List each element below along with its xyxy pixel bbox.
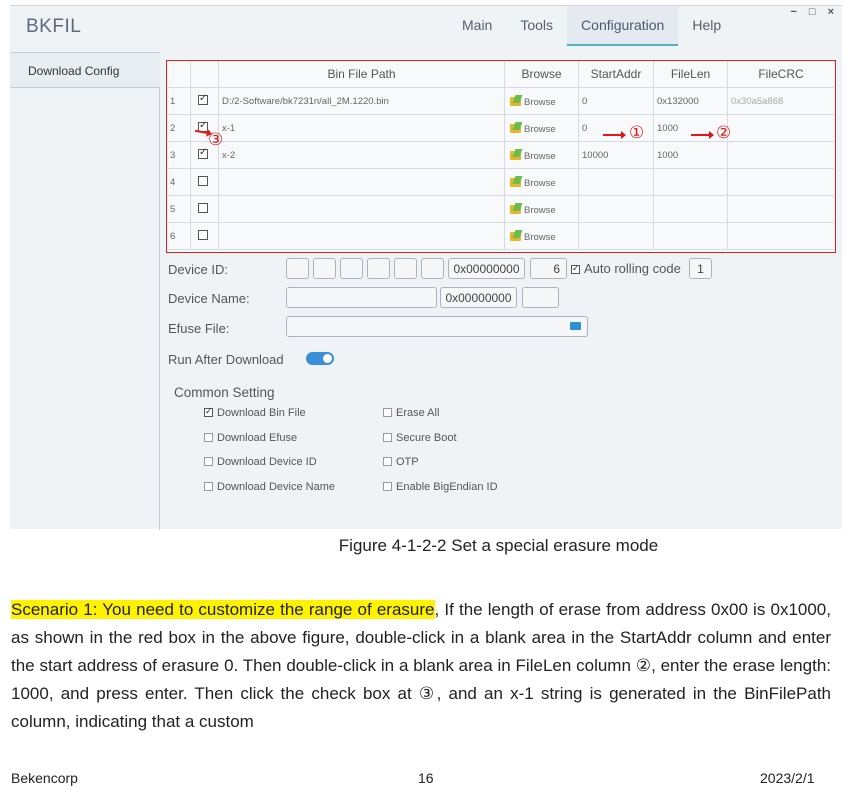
figure-caption: Figure 4-1-2-2 Set a special erasure mode bbox=[338, 536, 659, 555]
browse-button-label: Browse bbox=[524, 232, 556, 243]
file-len-cell[interactable] bbox=[654, 196, 728, 223]
app-brand: BKFIL bbox=[26, 16, 82, 37]
bin-file-path-cell[interactable]: D:/2-Software/bk7231n/all_2M.1220.bin bbox=[219, 88, 505, 115]
option-checkbox[interactable] bbox=[204, 481, 335, 493]
efuse-file-label: Efuse File: bbox=[168, 321, 230, 336]
option-label: Secure Boot bbox=[396, 431, 457, 444]
option-label: Download Efuse bbox=[217, 431, 298, 444]
checkbox-icon bbox=[383, 482, 392, 491]
menu-help[interactable]: Help bbox=[692, 17, 722, 33]
folder-icon bbox=[510, 232, 521, 241]
file-len-cell[interactable] bbox=[654, 223, 728, 250]
device-name-field[interactable] bbox=[286, 287, 437, 308]
bin-file-path-cell[interactable] bbox=[219, 223, 505, 250]
start-addr-cell[interactable] bbox=[579, 223, 654, 250]
option-checkbox[interactable] bbox=[383, 407, 439, 419]
row-checkbox[interactable] bbox=[198, 95, 208, 105]
folder-icon bbox=[510, 151, 521, 160]
bin-file-path-cell[interactable]: x-2 bbox=[219, 142, 505, 169]
header-browse: Browse bbox=[505, 61, 579, 88]
option-label: OTP bbox=[396, 456, 419, 468]
footer-date: 2023/2/1 bbox=[760, 770, 815, 786]
annotation-1: ① bbox=[629, 123, 645, 142]
table-row bbox=[167, 196, 834, 223]
device-name-value-field[interactable]: 0x00000000 bbox=[440, 287, 517, 308]
maximize-icon[interactable]: □ bbox=[808, 6, 816, 18]
start-addr-cell[interactable]: 10000 bbox=[579, 142, 654, 169]
browse-button-label: Browse bbox=[524, 97, 556, 108]
app-screenshot bbox=[10, 5, 842, 529]
start-addr-cell[interactable]: 0 bbox=[579, 88, 654, 115]
file-len-cell[interactable] bbox=[654, 169, 728, 196]
row-index: 4 bbox=[167, 169, 191, 196]
file-crc-cell bbox=[728, 169, 834, 196]
auto-rolling-label: Auto rolling code bbox=[584, 261, 681, 276]
row-index: 3 bbox=[167, 142, 191, 169]
bin-file-path-cell[interactable]: x-1 bbox=[219, 115, 505, 142]
device-id-byte-1[interactable] bbox=[286, 258, 309, 279]
arrow-icon bbox=[691, 134, 711, 136]
browse-button-label: Browse bbox=[524, 151, 556, 162]
checkbox-icon bbox=[204, 482, 213, 491]
table-row bbox=[167, 169, 834, 196]
file-len-cell[interactable]: 0x132000 bbox=[654, 88, 728, 115]
checkbox-icon bbox=[383, 457, 392, 466]
header-file-len: FileLen bbox=[654, 61, 728, 88]
device-id-byte-2[interactable] bbox=[313, 258, 336, 279]
row-checkbox-cell bbox=[191, 169, 219, 196]
menu-main[interactable]: Main bbox=[462, 17, 493, 33]
body-paragraph bbox=[11, 596, 831, 736]
checkbox-icon bbox=[383, 408, 392, 417]
option-checkbox[interactable] bbox=[383, 481, 498, 493]
folder-icon bbox=[510, 124, 521, 133]
file-crc-cell bbox=[728, 115, 834, 142]
checkbox-icon bbox=[383, 433, 392, 442]
bin-file-path-cell[interactable] bbox=[219, 196, 505, 223]
checkbox-icon bbox=[204, 433, 213, 442]
row-checkbox[interactable] bbox=[198, 176, 208, 186]
option-checkbox[interactable] bbox=[204, 407, 306, 419]
start-addr-cell[interactable] bbox=[579, 169, 654, 196]
row-index: 1 bbox=[167, 88, 191, 115]
bin-file-table bbox=[166, 60, 836, 253]
menu-tools[interactable]: Tools bbox=[520, 17, 554, 33]
browse-cell[interactable] bbox=[505, 88, 579, 115]
checkbox-icon bbox=[204, 457, 213, 466]
device-name-length-field[interactable] bbox=[522, 287, 559, 308]
row-index: 5 bbox=[167, 196, 191, 223]
auto-rolling-field[interactable]: 1 bbox=[689, 258, 712, 279]
row-checkbox-cell bbox=[191, 196, 219, 223]
browse-cell[interactable] bbox=[505, 142, 579, 169]
footer-page-number: 16 bbox=[418, 770, 434, 786]
option-label: Erase All bbox=[396, 407, 440, 419]
device-name-label: Device Name: bbox=[168, 291, 250, 306]
header-check bbox=[191, 61, 219, 88]
device-id-length-field[interactable]: 6 bbox=[530, 258, 567, 279]
close-icon[interactable]: × bbox=[827, 6, 834, 18]
auto-rolling-checkbox[interactable] bbox=[571, 261, 681, 276]
option-label: Download Device Name bbox=[217, 480, 335, 493]
browse-cell[interactable] bbox=[505, 223, 579, 250]
device-id-value-field[interactable]: 0x00000000 bbox=[448, 258, 525, 279]
paragraph-text: , If the length of erase from address 0x00 is 0x1000, as shown in the red box in the above figure, double-click in a blank area in the StartAddr column and enter the start address of erasure 0. Then double-click in a blank area in FileLen column ②, enter the erase length: 1000, and press enter. Then click the check box at ③, and an x-1 string is generated in the BinFilePath column, indicating that a custom bbox=[11, 600, 831, 731]
folder-icon bbox=[510, 178, 521, 187]
row-checkbox-cell bbox=[191, 88, 219, 115]
file-len-cell[interactable]: 1000 bbox=[654, 142, 728, 169]
file-crc-cell bbox=[728, 142, 834, 169]
option-checkbox[interactable] bbox=[204, 432, 297, 444]
header-file-crc: FileCRC bbox=[758, 67, 804, 81]
file-crc-cell bbox=[728, 196, 834, 223]
annotation-2: ② bbox=[716, 123, 732, 142]
checkbox-icon bbox=[204, 408, 213, 417]
folder-icon[interactable] bbox=[570, 322, 581, 330]
start-addr-cell[interactable] bbox=[579, 196, 654, 223]
table-row bbox=[167, 142, 834, 169]
table-row bbox=[167, 115, 834, 142]
row-checkbox-cell bbox=[191, 223, 219, 250]
arrow-icon bbox=[603, 134, 623, 136]
option-label: Download Bin File bbox=[217, 407, 306, 419]
header-bin-file-path: Bin File Path bbox=[219, 61, 505, 88]
bin-file-path-cell[interactable] bbox=[219, 169, 505, 196]
row-checkbox[interactable] bbox=[198, 149, 208, 159]
efuse-file-field[interactable] bbox=[286, 316, 588, 337]
menu-configuration[interactable]: Configuration bbox=[567, 6, 678, 46]
annotation-3: ③ bbox=[208, 130, 224, 149]
device-id-byte-4[interactable] bbox=[367, 258, 390, 279]
row-index: 6 bbox=[167, 223, 191, 250]
footer-company: Bekencorp bbox=[11, 770, 78, 786]
table-header-row bbox=[167, 61, 834, 88]
sidebar-item-download-config[interactable]: Download Config bbox=[10, 52, 160, 88]
file-crc-cell: 0x30a5a868 bbox=[731, 96, 784, 107]
browse-cell[interactable] bbox=[505, 196, 579, 223]
top-menu bbox=[448, 6, 735, 46]
browse-button-label: Browse bbox=[524, 124, 556, 135]
sidebar bbox=[10, 52, 160, 530]
minimize-icon[interactable]: − bbox=[790, 6, 797, 18]
table-row bbox=[167, 223, 834, 250]
device-id-label: Device ID: bbox=[168, 262, 228, 277]
file-crc-cell bbox=[728, 223, 834, 250]
window-controls bbox=[790, 6, 834, 18]
header-start-addr: StartAddr bbox=[579, 61, 654, 88]
browse-cell[interactable] bbox=[505, 115, 579, 142]
row-checkbox[interactable] bbox=[198, 203, 208, 213]
browse-cell[interactable] bbox=[505, 169, 579, 196]
device-id-byte-6[interactable] bbox=[421, 258, 444, 279]
header-index bbox=[167, 61, 191, 88]
option-label: Enable BigEndian ID bbox=[396, 480, 498, 493]
row-checkbox[interactable] bbox=[198, 230, 208, 240]
auto-rolling-check-icon bbox=[571, 265, 580, 274]
option-checkbox[interactable] bbox=[383, 432, 457, 444]
table-row bbox=[167, 88, 834, 115]
file-len-cell[interactable]: 1000 bbox=[654, 115, 728, 142]
option-checkbox[interactable] bbox=[204, 456, 317, 468]
folder-icon bbox=[510, 97, 521, 106]
run-after-download-label: Run After Download bbox=[168, 352, 284, 367]
folder-icon bbox=[510, 205, 521, 214]
device-id-byte-5[interactable] bbox=[394, 258, 417, 279]
option-checkbox[interactable] bbox=[383, 456, 419, 468]
highlighted-text: Scenario 1: You need to customize the range of erasure bbox=[11, 600, 435, 619]
run-after-download-toggle[interactable] bbox=[306, 352, 334, 365]
device-id-byte-3[interactable] bbox=[340, 258, 363, 279]
option-label: Download Device ID bbox=[217, 456, 317, 468]
row-index: 2 bbox=[167, 115, 191, 142]
common-setting-title: Common Setting bbox=[174, 385, 275, 400]
browse-button-label: Browse bbox=[524, 205, 556, 216]
browse-button-label: Browse bbox=[524, 178, 556, 189]
start-addr-cell[interactable]: 0 bbox=[579, 115, 654, 142]
